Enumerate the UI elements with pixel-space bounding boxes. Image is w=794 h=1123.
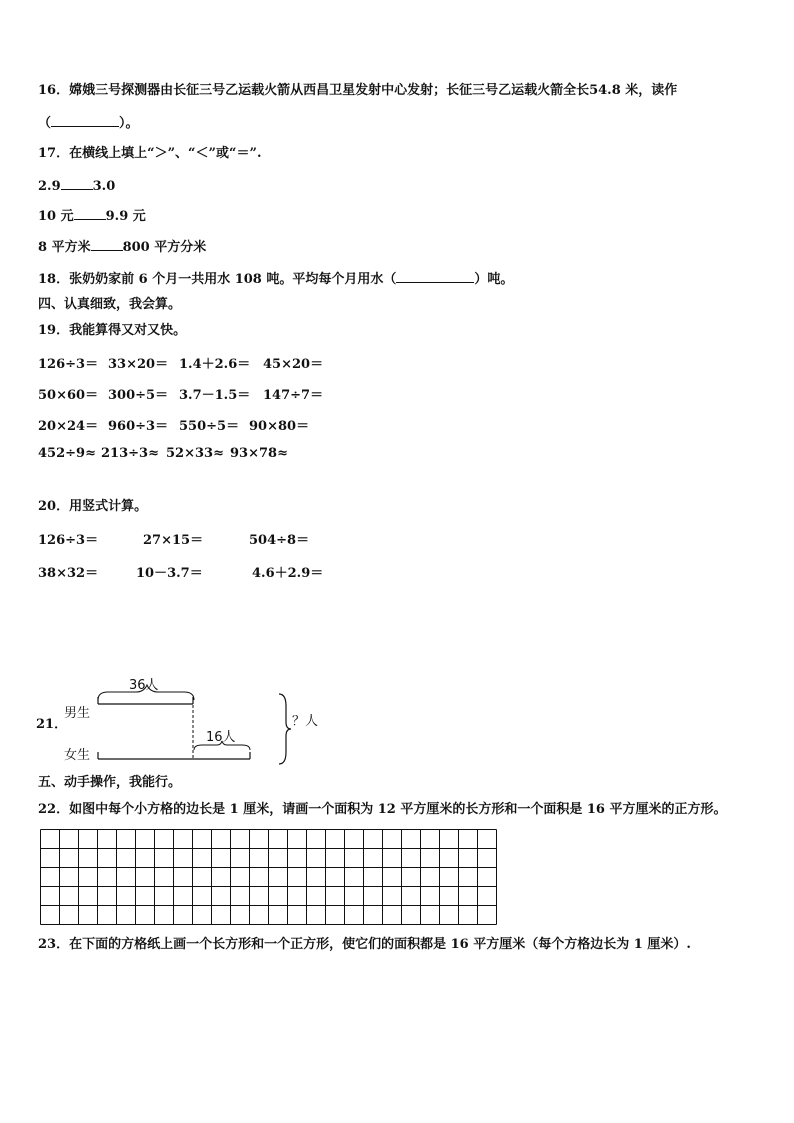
total-question-label: ？人 [292, 714, 319, 729]
q20-expression: 126÷3＝ [38, 533, 99, 548]
q23-prompt: 23．在下面的方格纸上画一个长方形和一个正方形，使它们的面积都是 16 平方厘米（每个方格边长为 1 厘米）. [38, 937, 691, 952]
q19-expression: 90×80＝ [249, 419, 310, 434]
q18-text: 18．张奶奶家前 6 个月一共用水 108 吨。平均每个月用水（ [38, 272, 397, 287]
q17-answer-blank[interactable] [74, 207, 106, 220]
q16-open-paren: （ [38, 116, 52, 131]
q19-expression: 52×33≈ [166, 446, 224, 461]
q19-expression: 45×20＝ [263, 357, 324, 372]
q19-expression: 300÷5＝ [108, 388, 169, 403]
q16-line1: 16．嫦娥三号探测器由长征三号乙运载火箭从西昌卫星发射中心发射；长征三号乙运载火箭全长54.8 米，读作 [38, 83, 678, 98]
grid-svg[interactable] [40, 829, 498, 927]
q17-item-right: 9.9 元 [105, 209, 146, 224]
q17-answer-blank[interactable] [61, 177, 93, 190]
q17-item-3 [38, 238, 206, 257]
total-brace [279, 694, 291, 764]
q20-expression: 27×15＝ [143, 533, 204, 548]
boys-count-label: 36人 [129, 678, 159, 693]
q17-item-left: 8 平方米 [38, 240, 91, 255]
q21-line-diagram [36, 672, 336, 772]
grid-lines [41, 830, 497, 925]
q19-expression: 126÷3＝ [38, 357, 99, 372]
q20-expression: 10－3.7＝ [136, 566, 203, 581]
q20-expression: 504÷8＝ [249, 533, 310, 548]
section-4-heading: 四、认真细致，我会算。 [38, 297, 182, 312]
q19-expression: 213÷3≈ [101, 446, 159, 461]
q19-expression: 1.4＋2.6＝ [179, 357, 251, 372]
boys-label: 男生 [64, 706, 91, 721]
q16-answer-blank[interactable] [51, 114, 119, 127]
q17-item-2 [38, 207, 146, 226]
q19-expression: 93×78≈ [230, 446, 288, 461]
q19-expression: 33×20＝ [108, 357, 169, 372]
q17-item-right: 3.0 [92, 179, 116, 194]
q19-prompt: 19．我能算得又对又快。 [38, 323, 187, 338]
q17-item-left: 10 元 [38, 209, 74, 224]
q18-answer-blank[interactable] [396, 270, 474, 283]
q17-item-1 [38, 177, 115, 196]
q20-expression: 4.6＋2.9＝ [252, 566, 324, 581]
q20-prompt: 20．用竖式计算。 [38, 499, 148, 514]
q20-expression: 38×32＝ [38, 566, 99, 581]
q16-close-paren: ）。 [119, 116, 139, 131]
q19-expression: 550÷5＝ [179, 419, 240, 434]
q19-expression: 20×24＝ [38, 419, 99, 434]
girls-label: 女生 [64, 748, 91, 763]
diff-count-label: 16人 [206, 730, 236, 745]
q19-expression: 3.7－1.5＝ [179, 388, 251, 403]
q22-square-grid[interactable] [40, 829, 498, 931]
q18-line [38, 270, 513, 289]
q16-line2 [38, 114, 139, 133]
q22-prompt: 22．如图中每个小方格的边长是 1 厘米，请画一个面积为 12 平方厘米的长方形和一个面积是 16 平方厘米的正方形。 [38, 802, 727, 817]
q19-expression: 147÷7＝ [263, 388, 324, 403]
q17-item-left: 2.9 [38, 179, 61, 194]
q17-answer-blank[interactable] [91, 238, 123, 251]
q19-expression: 50×60＝ [38, 388, 99, 403]
q21-number: 21． [36, 717, 68, 732]
q19-expression: 452÷9≈ [38, 446, 96, 461]
q19-expression: 960÷3＝ [108, 419, 169, 434]
section-5-heading: 五、动手操作，我能行。 [38, 775, 182, 790]
q18-close: ）吨。 [474, 272, 514, 287]
q17-prompt: 17．在横线上填上“＞”、“＜”或“＝”. [38, 146, 262, 161]
q17-item-right: 800 平方分米 [122, 240, 207, 255]
